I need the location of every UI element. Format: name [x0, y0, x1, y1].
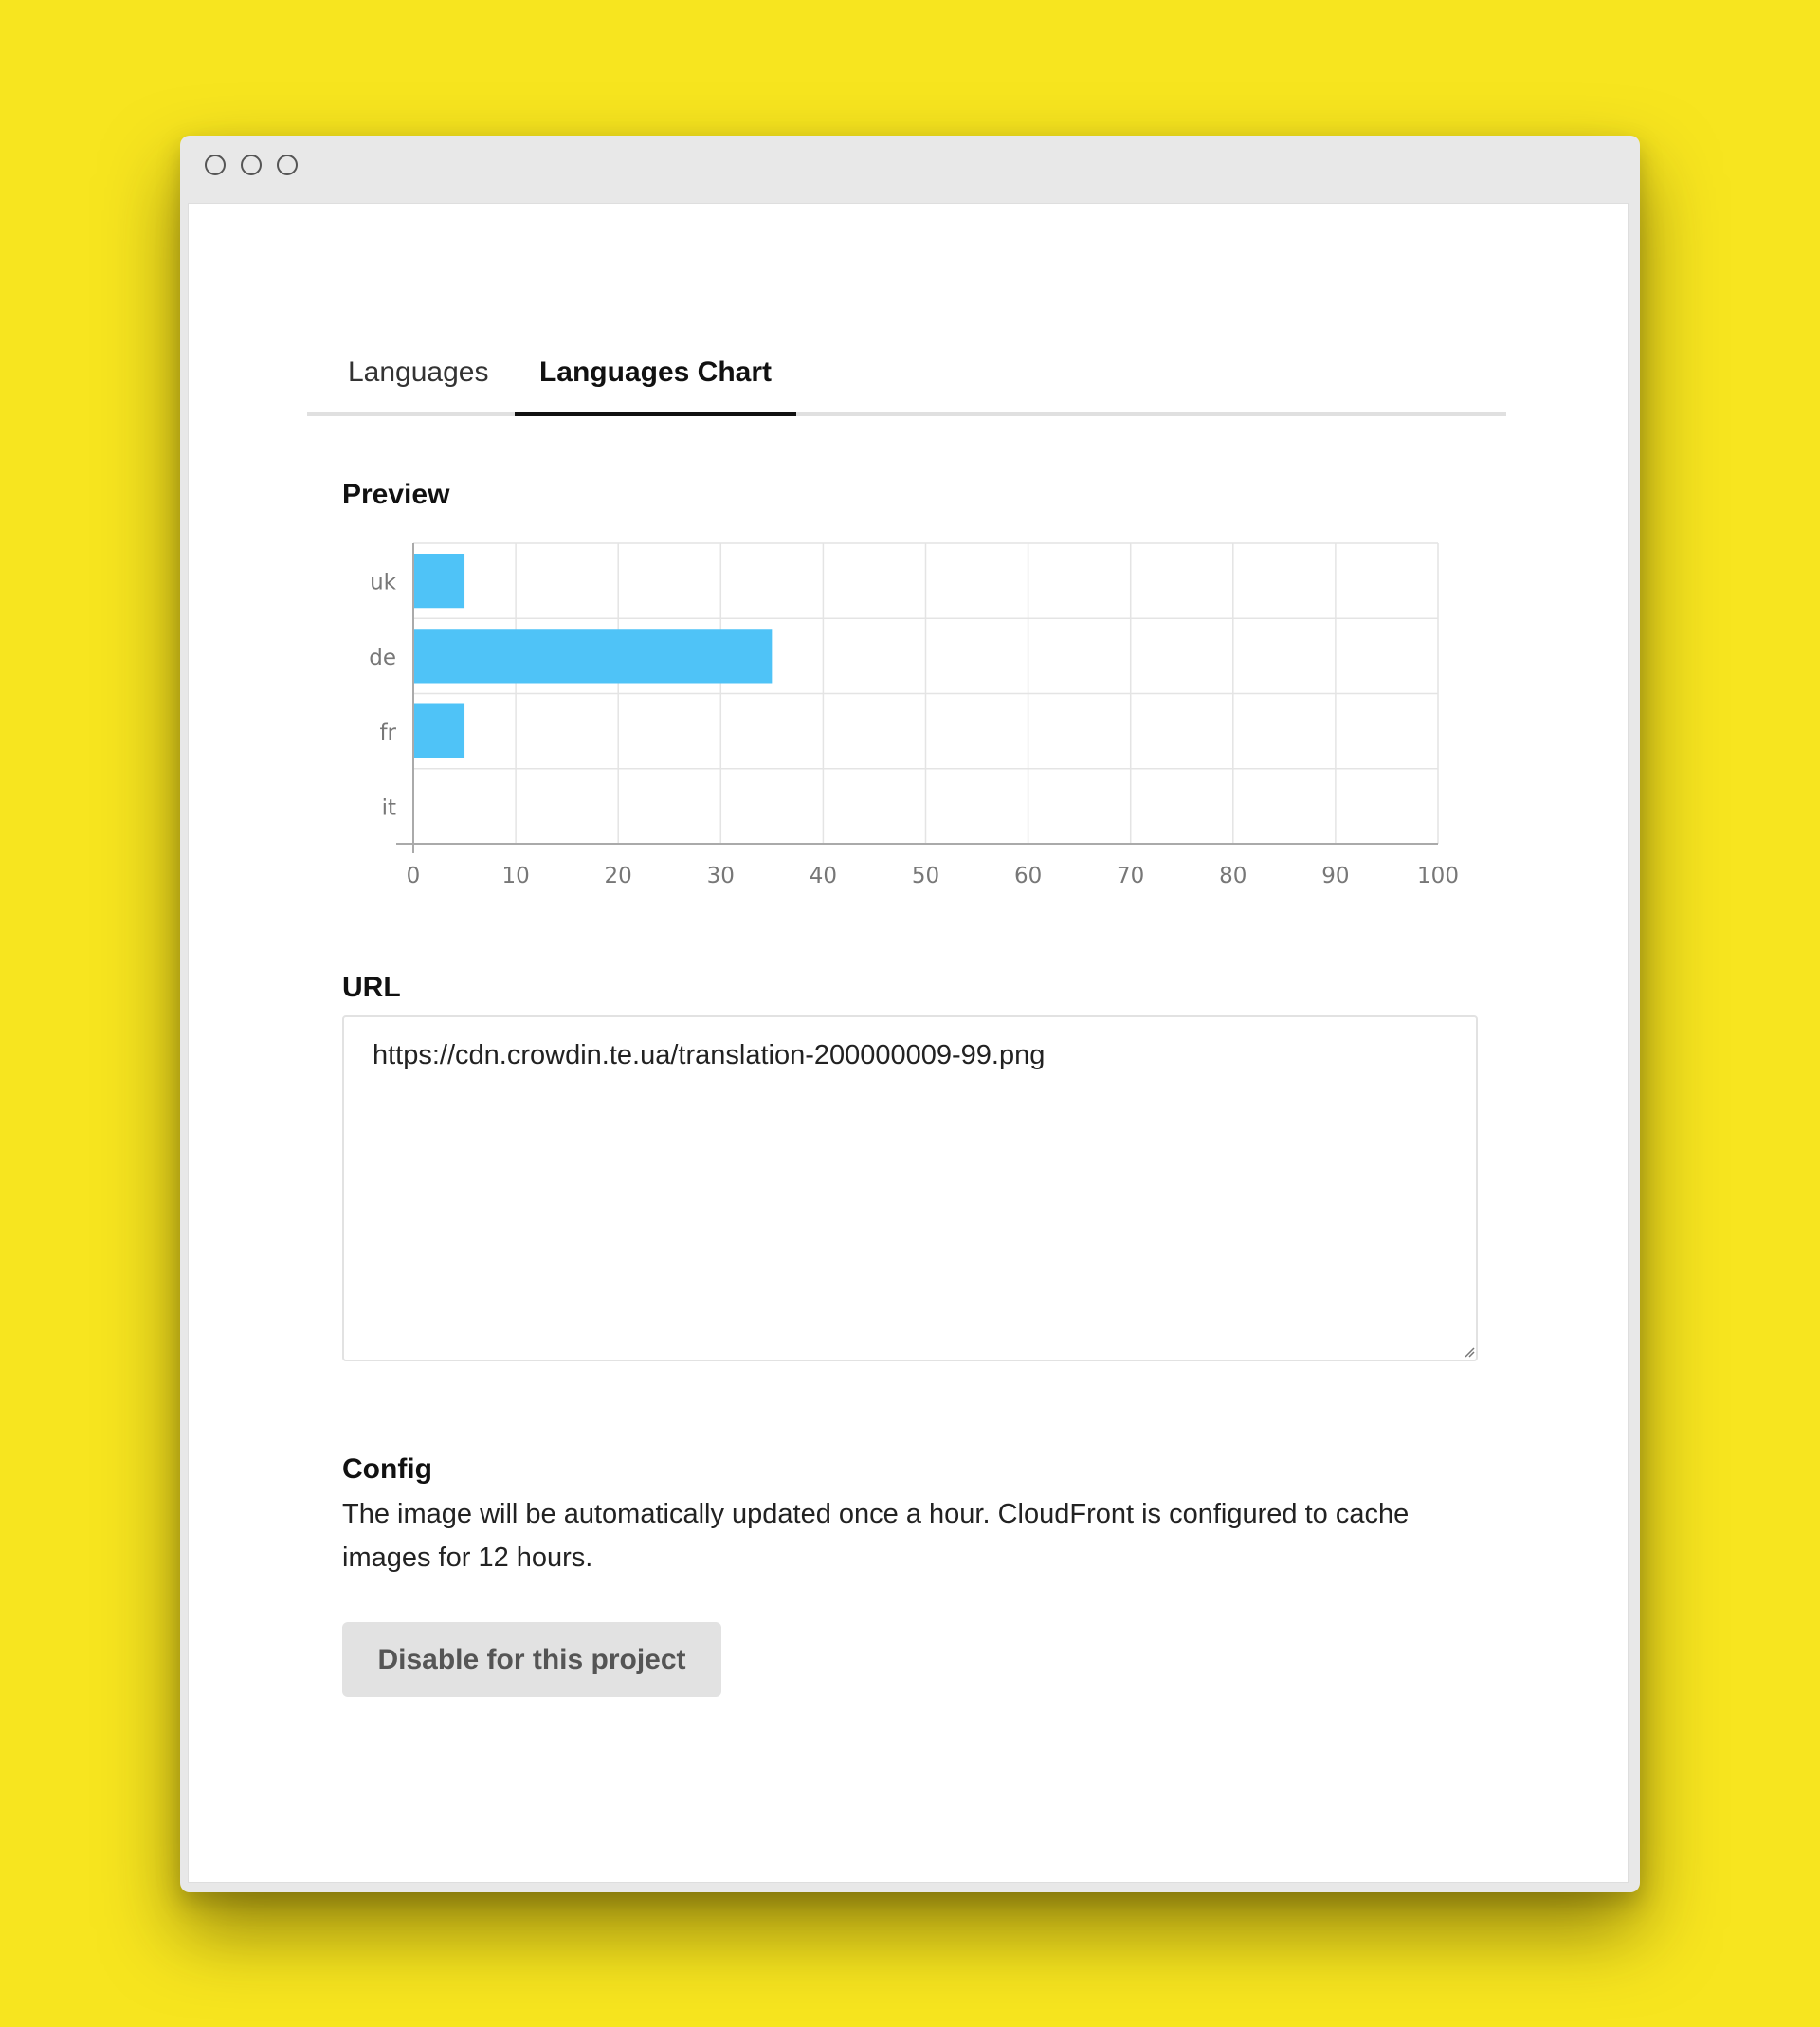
chart-x-tick-label: 40: [809, 864, 838, 888]
disable-project-button[interactable]: Disable for this project: [342, 1622, 721, 1697]
tab-languages[interactable]: Languages: [348, 356, 489, 388]
languages-bar-chart: [341, 531, 1479, 901]
chart-x-tick-label: 20: [604, 864, 632, 888]
config-label: Config: [342, 1453, 432, 1485]
url-textarea[interactable]: [342, 1015, 1478, 1361]
chart-x-tick-label: 100: [1417, 864, 1459, 888]
chart-category-label: fr: [379, 721, 396, 746]
chart-bar-fr: [413, 704, 464, 758]
chart-x-tick-label: 90: [1321, 864, 1350, 888]
window-titlebar: [180, 136, 1640, 192]
chart-category-label: it: [381, 795, 396, 821]
minimize-window-icon[interactable]: [241, 155, 262, 175]
chart-x-tick-label: 0: [406, 864, 421, 888]
chart-x-tick-label: 50: [911, 864, 940, 888]
chart-bar-de: [413, 629, 772, 683]
preview-label: Preview: [342, 479, 450, 510]
chart-x-tick-label: 30: [706, 864, 735, 888]
chart-x-tick-label: 60: [1013, 864, 1043, 888]
maximize-window-icon[interactable]: [277, 155, 298, 175]
resize-handle-icon[interactable]: [1464, 1346, 1475, 1358]
url-label: URL: [342, 972, 401, 1003]
chart-category-label: de: [369, 645, 396, 670]
close-window-icon[interactable]: [205, 155, 226, 175]
chart-bar-uk: [413, 554, 464, 608]
chart-x-tick-label: 80: [1219, 864, 1247, 888]
config-description: The image will be automatically updated once a hour. CloudFront is configured to cache images for 12 hours.: [342, 1499, 1410, 1573]
chart-x-tick-label: 70: [1117, 864, 1145, 888]
chart-x-tick-label: 10: [501, 864, 530, 888]
tab-bar: [307, 337, 1506, 416]
tab-languages-chart[interactable]: Languages Chart: [515, 337, 796, 416]
chart-category-label: uk: [370, 570, 396, 595]
